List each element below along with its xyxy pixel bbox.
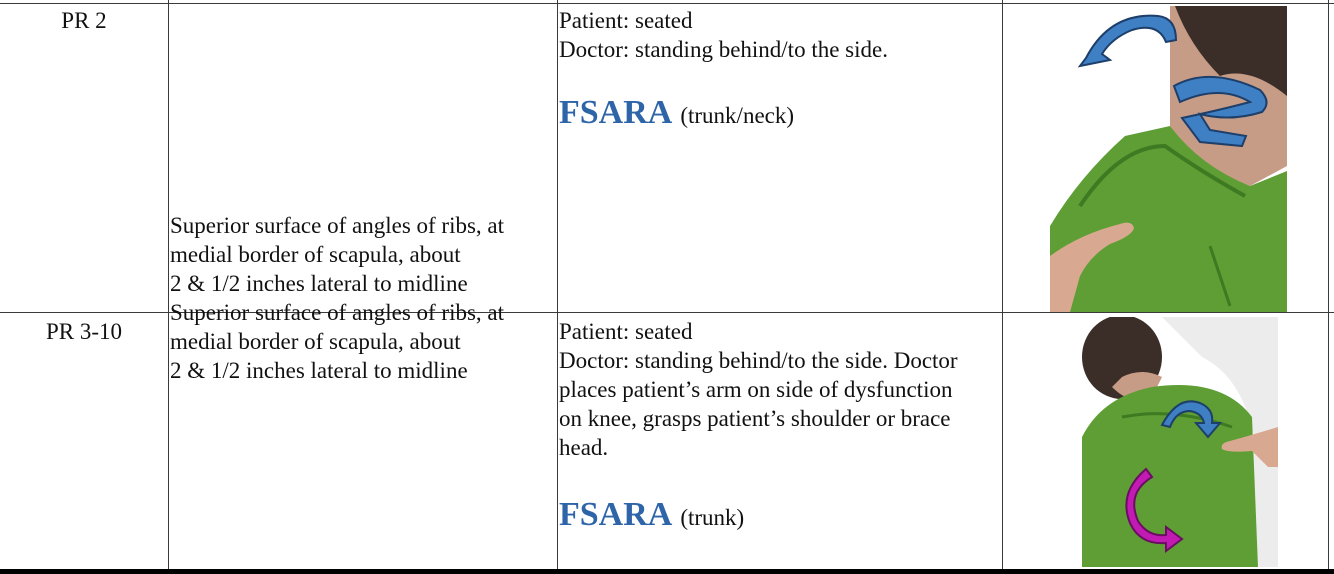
trunk-rotation-photo: [1082, 317, 1278, 567]
col-divider-3: [1002, 0, 1003, 574]
table-top-border: [0, 3, 1334, 4]
fsara-note: (trunk/neck): [680, 103, 795, 128]
location-text-upper: Superior surface of angles of ribs, at medial border of scapula, about 2 & 1/2 inches lateral to midline: [170, 213, 505, 296]
neck-rotation-photo: [1050, 6, 1287, 312]
col-divider-1: [168, 0, 169, 574]
col-divider-4: [1328, 0, 1329, 574]
row-label-pr3-10: PR 3-10: [45, 319, 123, 344]
row-label-pr2: PR 2: [61, 8, 107, 33]
table-bottom-border: [0, 569, 1334, 574]
fsara-title: FSARA: [559, 94, 673, 131]
fsara-note: (trunk): [680, 505, 745, 530]
fsara-title: FSARA: [559, 496, 673, 533]
procedure-text-pr3-10: Patient: seated Doctor: standing behind/to the side. Doctor places patient’s arm on side of dysfunction on knee, grasps patient’s shoulder or brace head.: [559, 319, 958, 460]
procedure-text-pr2: Patient: seated Doctor: standing behind/to the side.: [559, 8, 888, 62]
fsara-line-pr2: [559, 94, 794, 132]
fsara-line-pr3-10: [559, 496, 744, 534]
col-divider-2: [557, 0, 558, 574]
location-text-lower: Superior surface of angles of ribs, at medial border of scapula, about 2 & 1/2 inches lateral to midline: [170, 300, 505, 383]
